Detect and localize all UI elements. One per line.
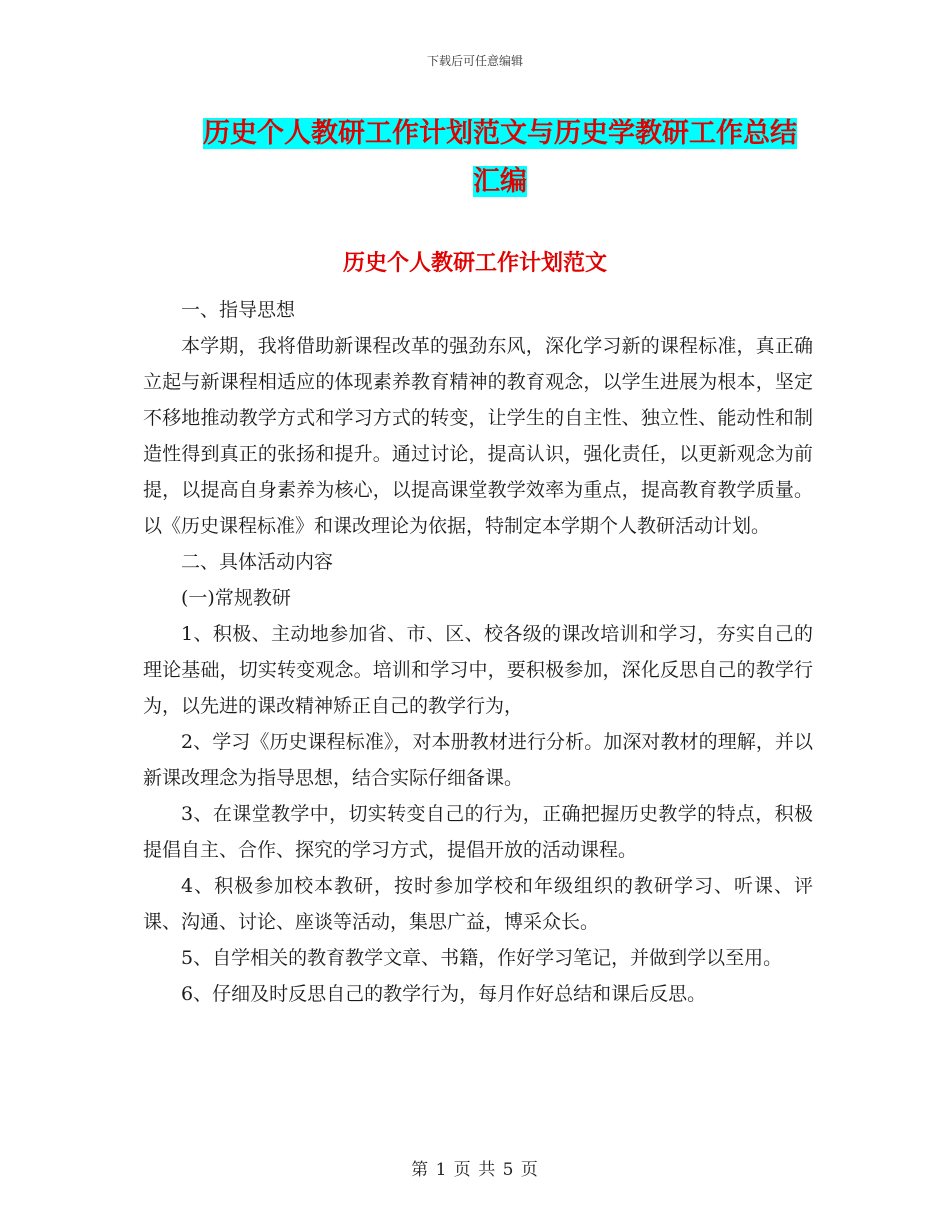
list-item: 1、积极、主动地参加省、市、区、校各级的课改培训和学习，夯实自己的理论基础，切实转变观念。培训和学习中，要积极参加，深化反思自己的教学行为，以先进的课改精神矫正自己的教学行为，	[143, 623, 813, 717]
subheading-routine: (一)常规教研	[181, 587, 291, 609]
document-title-text: 历史个人教研工作计划范文与历史学教研工作总结汇编	[203, 118, 797, 197]
header-note: 下载后可任意编辑	[426, 54, 523, 68]
heading-activities: 二、具体活动内容	[181, 551, 334, 573]
section-title: 历史个人教研工作计划范文	[342, 251, 607, 276]
paragraph-guiding-idea: 本学期，我将借助新课程改革的强劲东风，深化学习新的课程标准，真正确立起与新课程相适应的体现素养教育精神的教育观念，以学生进展为根本，坚定不移地推动教学方式和学习方式的转变，让学生的自主性、独立性、能动性和制造性得到真正的张扬和提升。通过讨论，提高认识，强化责任，以更新观念为前提，以提高自身素养为核心，以提高课堂教学效率为重点，提高教育教学质量。以《历史课程标准》和课改理论为依据，特制定本学期个人教研活动计划。	[143, 335, 813, 537]
heading-guiding-idea: 一、指导思想	[181, 299, 296, 321]
list-item: 4、积极参加校本教研，按时参加学校和年级组织的教研学习、听课、评课、沟通、讨论、座谈等活动，集思广益，博采众长。	[143, 875, 813, 933]
list-item: 3、在课堂教学中，切实转变自己的行为，正确把握历史教学的特点，积极提倡自主、合作、探究的学习方式，提倡开放的活动课程。	[143, 803, 813, 861]
list-item: 2、学习《历史课程标准》，对本册教材进行分析。加深对教材的理解，并以新课改理念为指导思想，结合实际仔细备课。	[143, 731, 813, 789]
list-item: 5、自学相关的教育教学文章、书籍，作好学习笔记，并做到学以至用。	[181, 947, 783, 969]
document-title	[190, 110, 810, 206]
list-item: 6、仔细及时反思自己的教学行为，每月作好总结和课后反思。	[181, 983, 707, 1005]
body-text	[143, 292, 813, 1012]
page-number: 第 1 页 共 5 页	[411, 1160, 539, 1180]
